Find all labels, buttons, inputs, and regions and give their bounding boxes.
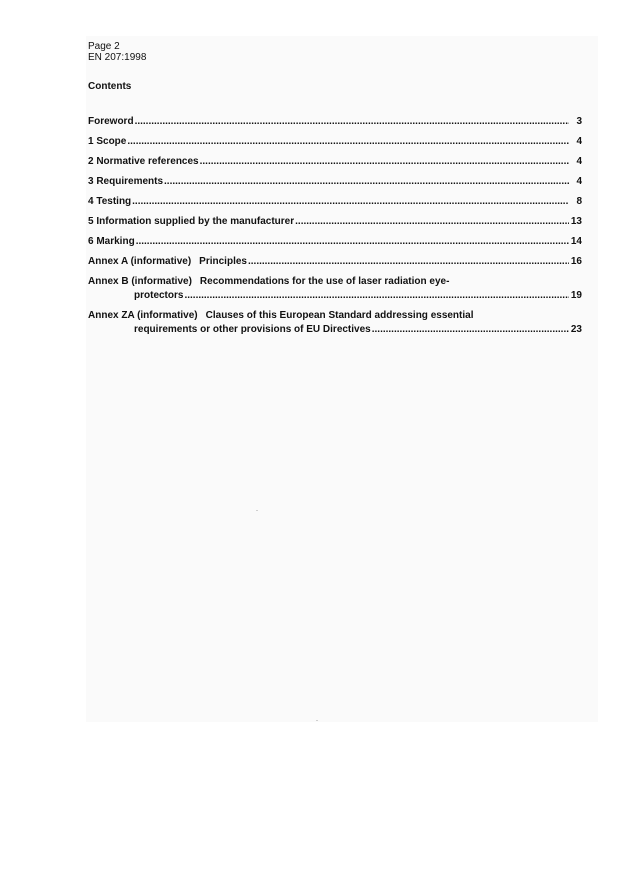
toc-entry-title: 2 Normative references (88, 156, 199, 167)
toc-entry-title: 3 Requirements (88, 176, 164, 187)
toc-leader-dots (295, 215, 569, 229)
toc-page-number: 8 (576, 196, 582, 207)
toc-entry-marking[interactable] (88, 235, 582, 255)
toc-leader-dots (184, 289, 569, 303)
toc-annex-prefix: Annex A (informative) (88, 256, 192, 267)
toc-leader-dots (200, 155, 569, 169)
toc-leader-dots (372, 323, 569, 337)
toc-annex-prefix: Annex B (informative) (88, 276, 192, 287)
standard-id: EN 207:1998 (88, 52, 147, 63)
toc-page-number: 4 (576, 136, 582, 147)
toc-page-number: 4 (576, 156, 582, 167)
toc-leader-dots (164, 175, 569, 189)
toc-annex-prefix: Annex ZA (informative) (88, 310, 198, 321)
toc-leader-dots (132, 195, 569, 209)
toc-entry-title-line1: Clauses of this European Standard addressing essential (205, 310, 474, 321)
toc-page-number: 16 (570, 256, 582, 267)
toc-entry-requirements[interactable] (88, 175, 582, 195)
toc-leader-dots (135, 115, 569, 129)
toc-page-number: 14 (570, 236, 582, 247)
toc-page-number: 4 (576, 176, 582, 187)
toc-entry-annex-b[interactable] (88, 275, 582, 309)
toc-entry-title-line2: protectors (134, 290, 184, 301)
page-header (88, 41, 146, 63)
toc-entry-title: Principles (199, 256, 247, 267)
toc-entry-information-supplied[interactable] (88, 215, 582, 235)
toc-entry-title: 5 Information supplied by the manufacturer (88, 216, 295, 227)
toc-entry-title: 1 Scope (88, 136, 127, 147)
toc-entry-testing[interactable] (88, 195, 582, 215)
toc-page-number: 3 (576, 116, 582, 127)
toc-page-number: 19 (570, 290, 582, 301)
scan-speck (256, 510, 258, 511)
toc-entry-normative-references[interactable] (88, 155, 582, 175)
toc-leader-dots (248, 255, 569, 269)
contents-heading: Contents (88, 81, 132, 92)
toc-entry-annex-a[interactable] (88, 255, 582, 275)
toc-entry-annex-za[interactable] (88, 309, 582, 339)
toc-entry-title: 4 Testing (88, 196, 132, 207)
toc-page-number: 13 (570, 216, 582, 227)
toc-entry-scope[interactable] (88, 135, 582, 155)
toc-leader-dots (136, 235, 569, 249)
toc-entry-foreword[interactable] (88, 115, 582, 135)
table-of-contents (88, 115, 582, 339)
toc-leader-dots (127, 135, 569, 149)
toc-entry-title: Foreword (88, 116, 134, 127)
page-label: Page 2 (88, 41, 120, 52)
toc-entry-title: 6 Marking (88, 236, 135, 247)
scan-speck (316, 720, 318, 721)
toc-entry-title-line2: requirements or other provisions of EU Directives (134, 324, 371, 335)
toc-entry-title-line1: Recommendations for the use of laser radiation eye- (199, 276, 450, 287)
toc-page-number: 23 (570, 324, 582, 335)
